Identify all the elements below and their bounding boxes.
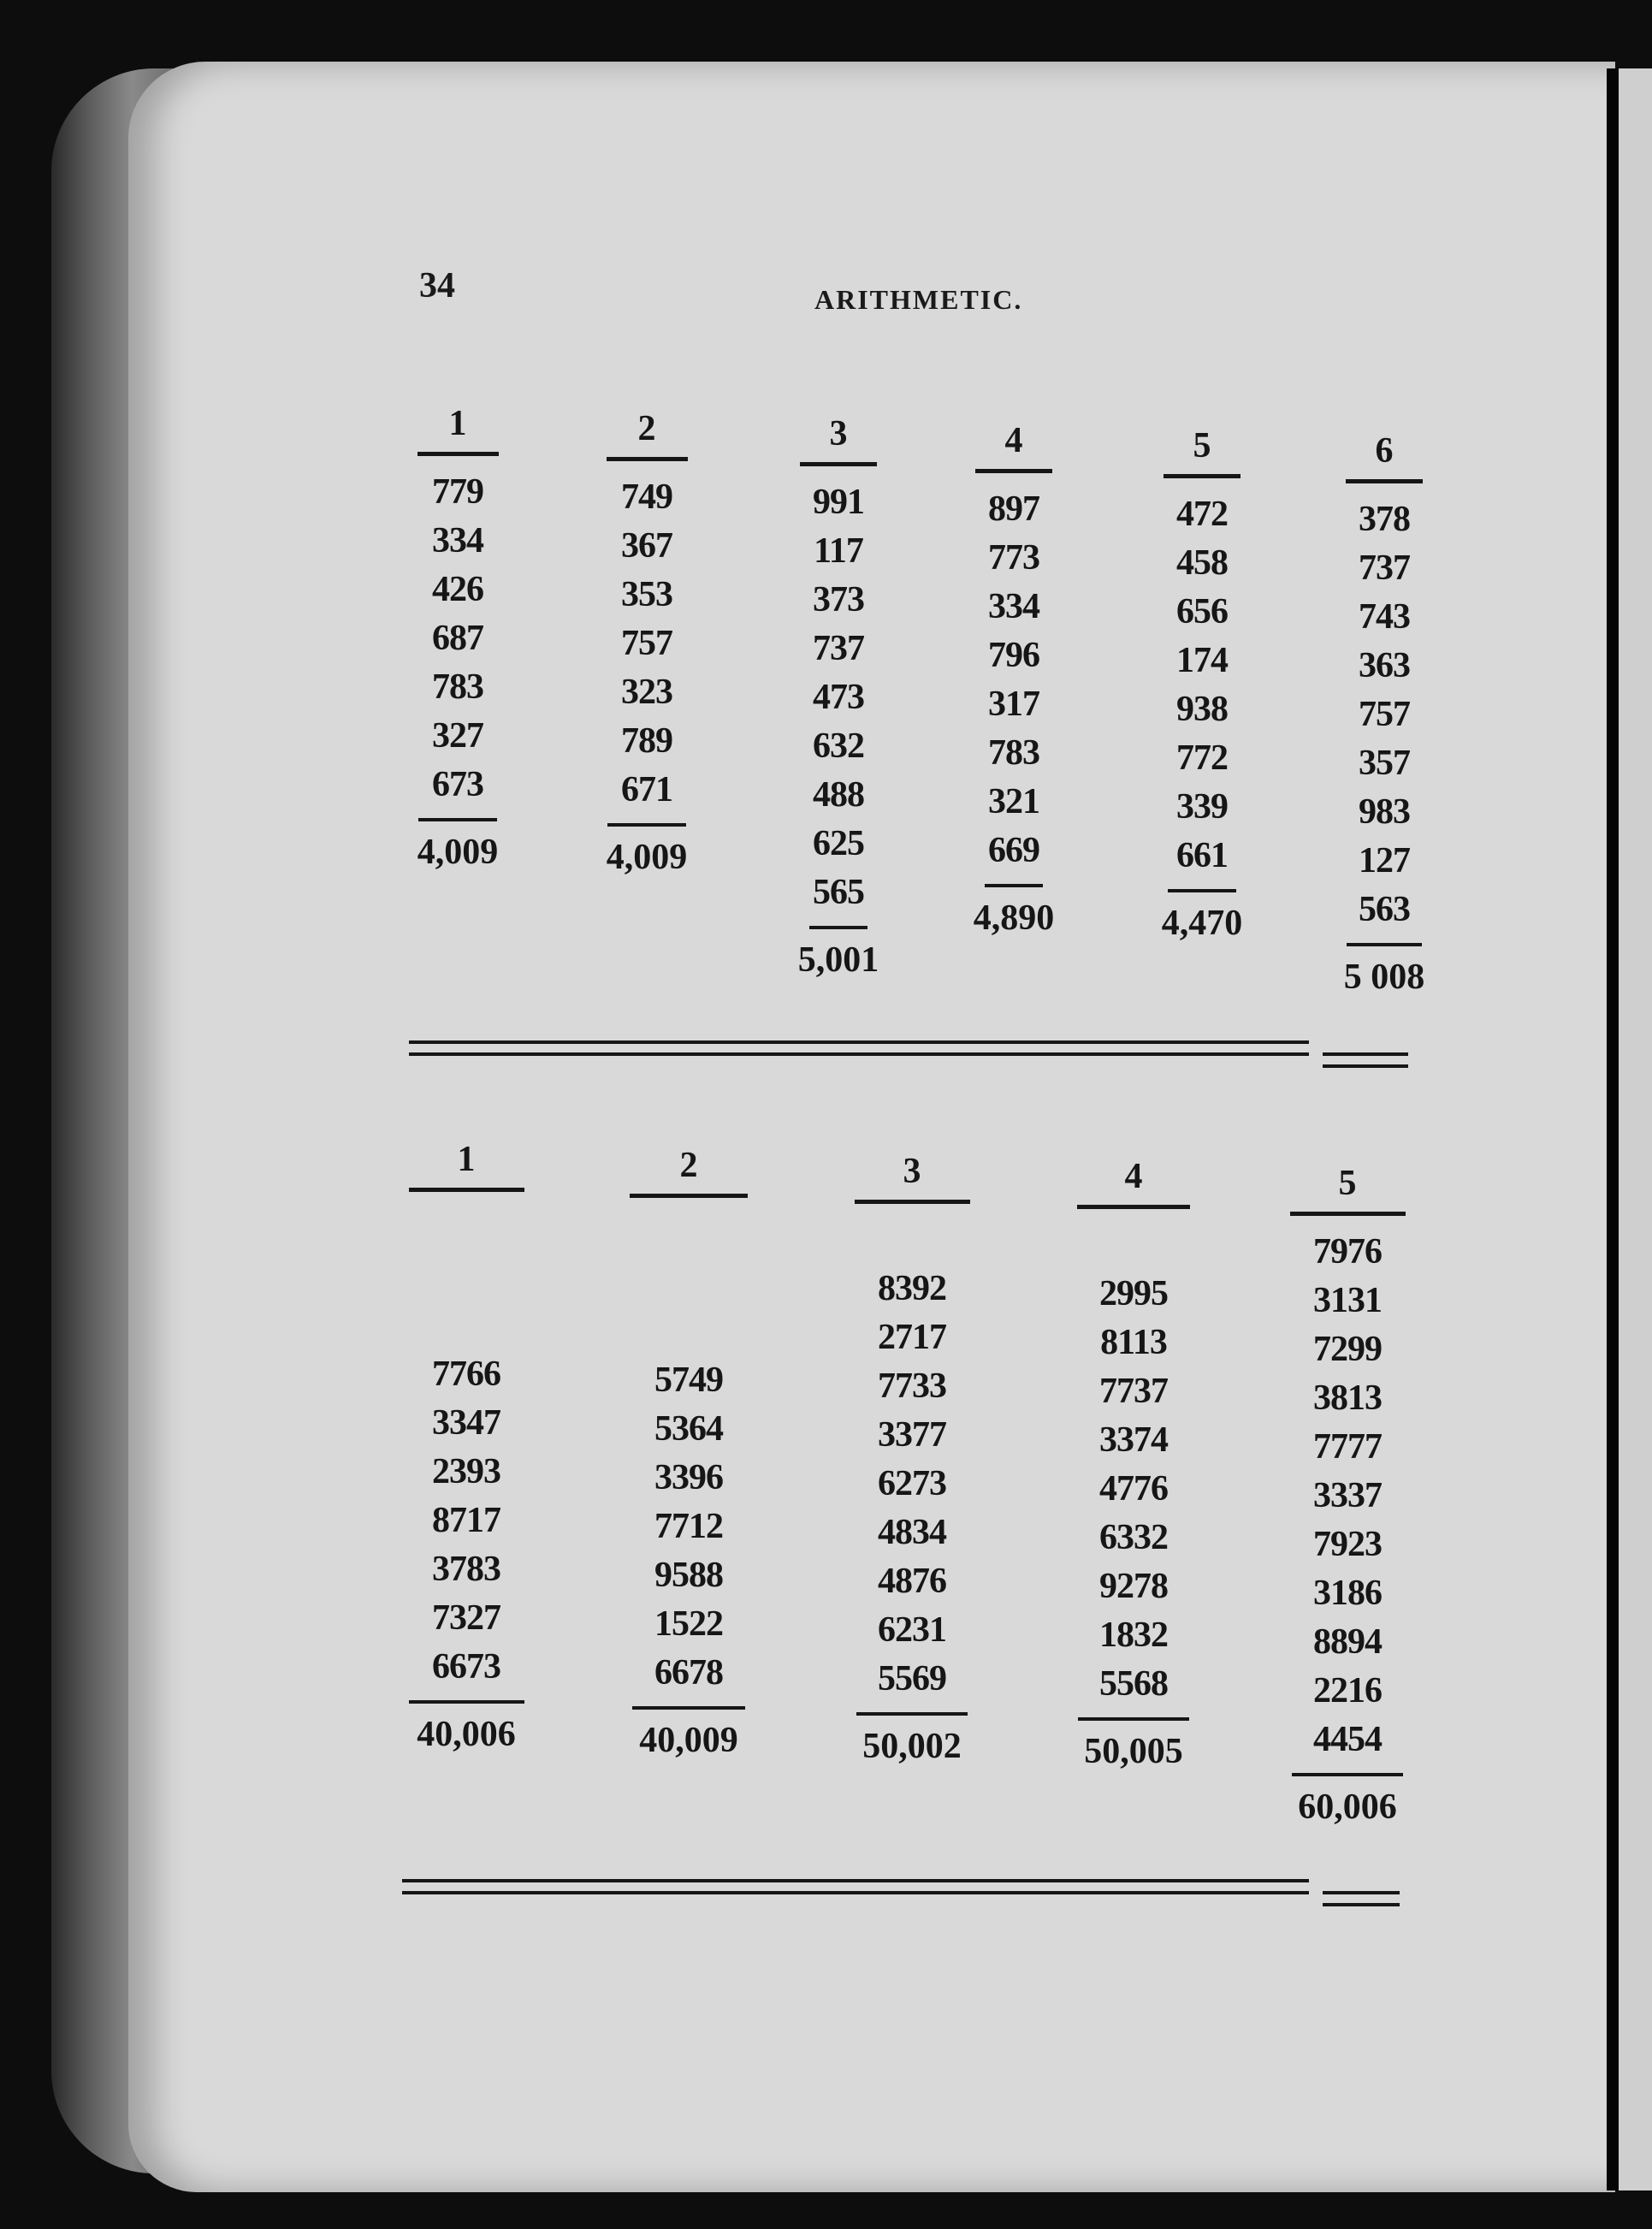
page-number: 34 [419,266,455,305]
sum-rule [856,1712,968,1716]
addend: 7737 [1099,1372,1168,1411]
sum-total: 50,005 [1084,1732,1183,1771]
addend: 3131 [1313,1281,1382,1320]
addend: 2216 [1313,1671,1382,1710]
label-underline [607,457,688,461]
addend: 5749 [654,1361,723,1400]
addend: 669 [988,831,1039,870]
addend: 632 [813,726,864,766]
addend: 3186 [1313,1574,1382,1613]
label-underline [800,462,877,466]
addend: 323 [621,673,672,712]
set-2-problem-4 [1031,1155,1236,1774]
sum-total: 50,002 [862,1727,962,1766]
addend: 4776 [1099,1469,1168,1509]
addend: 7976 [1313,1232,1382,1272]
sum-rule [1078,1717,1189,1721]
page-title: ARITHMETIC. [814,284,1023,315]
addend: 757 [1359,695,1410,734]
addend: 378 [1359,500,1410,539]
addend: 2717 [878,1318,946,1357]
addend: 625 [813,824,864,863]
addend: 426 [432,570,483,609]
addend: 7766 [432,1355,500,1394]
problem-label: 3 [903,1152,921,1191]
addend: 687 [432,619,483,658]
set-1-problem-3 [736,412,941,982]
addend: 983 [1359,792,1410,832]
addend: 4454 [1313,1720,1382,1759]
addend: 671 [621,770,672,809]
set-2-problem-2 [586,1144,791,1763]
addend: 8894 [1313,1622,1382,1662]
problem-label: 3 [829,414,848,454]
addend: 117 [814,531,863,571]
addend: 5568 [1099,1664,1168,1704]
set-1-problem-2 [544,407,749,880]
addend: 6678 [654,1653,723,1692]
addend: 9278 [1099,1567,1168,1606]
sum-rule [409,1700,524,1704]
problem-label: 1 [457,1140,476,1179]
addend: 656 [1176,592,1228,631]
set-1-problem-6 [1282,430,1487,999]
addend: 339 [1176,787,1228,827]
addend: 367 [621,526,672,566]
addend: 737 [813,629,864,668]
addend: 6273 [878,1464,946,1503]
sum-total: 4,009 [606,838,688,877]
set-2-problem-3 [809,1150,1015,1769]
problem-label: 6 [1375,431,1394,471]
addend: 7923 [1313,1525,1382,1564]
sum-total: 40,006 [417,1715,516,1754]
problem-label: 4 [1124,1157,1143,1196]
addend: 3374 [1099,1420,1168,1460]
label-underline [855,1200,970,1204]
addend: 3347 [432,1403,500,1443]
label-underline [409,1188,524,1192]
addend: 789 [621,721,672,761]
addend: 1522 [654,1604,723,1644]
sum-rule [1168,889,1236,892]
sum-total: 60,006 [1298,1787,1397,1827]
label-underline [1346,479,1423,483]
addend: 174 [1176,641,1228,680]
addend: 353 [621,575,672,614]
addend: 6673 [432,1647,500,1687]
sum-rule [418,818,497,821]
addend: 938 [1176,690,1228,729]
problem-label: 2 [637,409,656,448]
problem-label: 5 [1193,426,1211,465]
addend: 796 [988,636,1039,675]
addend: 7299 [1313,1330,1382,1369]
addend: 6231 [878,1610,946,1650]
addend: 334 [432,521,483,560]
addend: 4834 [878,1513,946,1552]
sum-total: 5,001 [797,940,879,980]
addend: 673 [432,765,483,804]
sum-total: 40,009 [639,1721,738,1760]
set-2-problem-5 [1245,1162,1450,1829]
sum-rule [1292,1773,1403,1776]
addend: 472 [1176,495,1228,534]
sum-total: 5 008 [1343,957,1425,997]
addend: 8717 [432,1501,500,1540]
double-rule-set-2-end [1323,1891,1400,1906]
addend: 127 [1359,841,1410,880]
addend: 743 [1359,597,1410,637]
addend: 897 [988,489,1039,529]
next-page-strip [1619,68,1652,2190]
problem-label: 4 [1004,421,1023,460]
addend: 772 [1176,738,1228,778]
addend: 779 [432,472,483,512]
addend: 4876 [878,1562,946,1601]
addend: 9588 [654,1556,723,1595]
addend: 757 [621,624,672,663]
addend: 3783 [432,1550,500,1589]
addend: 458 [1176,543,1228,583]
addend: 991 [813,483,864,522]
double-rule-set-2 [402,1879,1309,1894]
set-1-problem-4 [911,419,1116,940]
sum-total: 4,009 [417,833,499,872]
addend: 2995 [1099,1274,1168,1313]
double-rule-set-1 [409,1040,1309,1056]
label-underline [1164,474,1240,478]
addend: 5569 [878,1659,946,1698]
problem-label: 5 [1338,1164,1357,1203]
problem-label: 1 [448,404,467,443]
addend: 3813 [1313,1378,1382,1418]
addend: 8392 [878,1269,946,1308]
addend: 327 [432,716,483,756]
addend: 373 [813,580,864,619]
sum-total: 4,890 [973,898,1055,938]
addend: 783 [988,733,1039,773]
addend: 7327 [432,1598,500,1638]
addend: 317 [988,685,1039,724]
problem-label: 2 [679,1146,698,1185]
addend: 773 [988,538,1039,578]
addend: 3377 [878,1415,946,1455]
addend: 565 [813,873,864,912]
addend: 334 [988,587,1039,626]
addend: 563 [1359,890,1410,929]
sum-total: 4,470 [1161,904,1243,943]
addend: 6332 [1099,1518,1168,1557]
addend: 3396 [654,1458,723,1497]
addend: 661 [1176,836,1228,875]
set-1-problem-5 [1099,424,1305,946]
page-edge [1607,68,1619,2190]
sum-rule [607,823,686,827]
label-underline [1077,1205,1190,1209]
label-underline [975,469,1052,473]
sum-rule [632,1706,745,1710]
sum-rule [1347,943,1422,946]
addend: 488 [813,775,864,815]
addend: 7777 [1313,1427,1382,1467]
label-underline [630,1194,748,1198]
addend: 783 [432,667,483,707]
addend: 3337 [1313,1476,1382,1515]
addend: 2393 [432,1452,500,1491]
addend: 1832 [1099,1615,1168,1655]
double-rule-set-1-end [1323,1052,1408,1068]
addend: 749 [621,477,672,517]
addend: 357 [1359,744,1410,783]
addend: 7712 [654,1507,723,1546]
addend: 363 [1359,646,1410,685]
addend: 473 [813,678,864,717]
book-page [128,62,1615,2192]
addend: 737 [1359,548,1410,588]
set-1-problem-1 [355,402,560,874]
sum-rule [985,884,1043,887]
label-underline [1290,1212,1406,1216]
label-underline [417,452,499,456]
addend: 5364 [654,1409,723,1449]
addend: 7733 [878,1366,946,1406]
addend: 8113 [1100,1323,1167,1362]
sum-rule [809,926,867,929]
set-2-problem-1 [364,1138,569,1757]
addend: 321 [988,782,1039,821]
